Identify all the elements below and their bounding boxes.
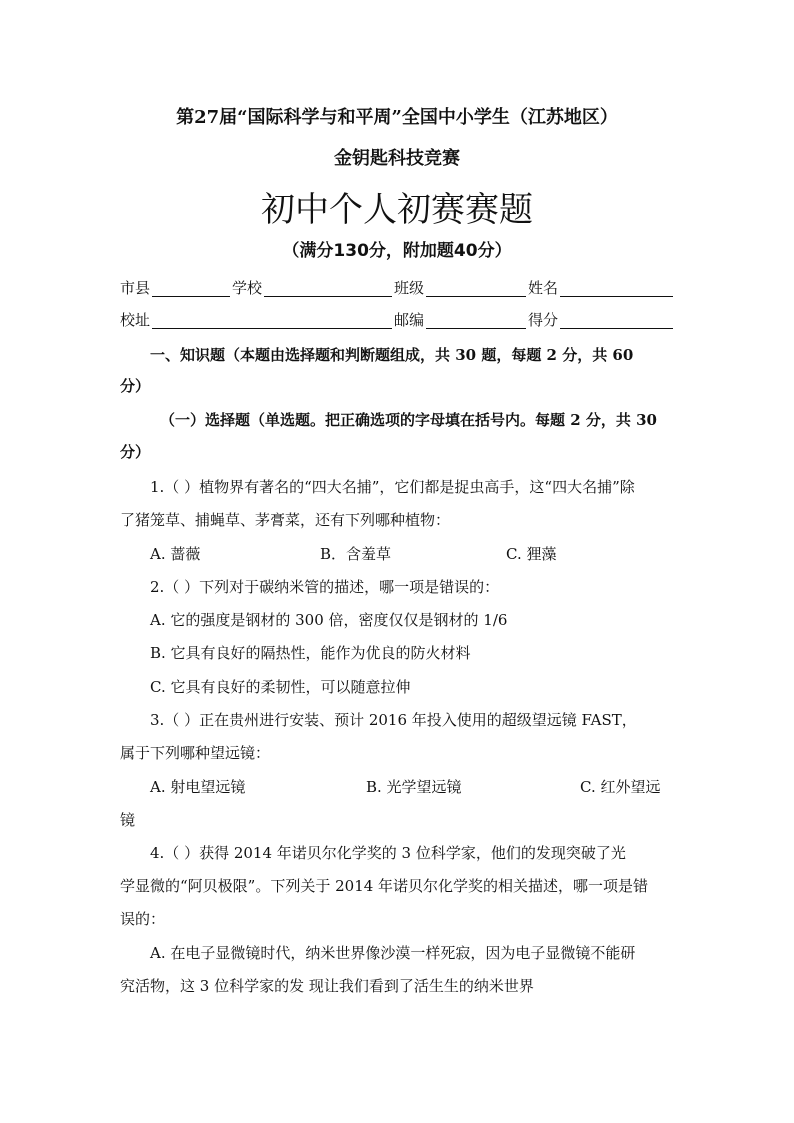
score-blank[interactable] xyxy=(560,328,673,329)
q1-option-a[interactable]: A. 蔷薇 xyxy=(150,545,201,563)
q3-option-c-wrap: 镜 xyxy=(120,811,136,829)
q1-option-b[interactable]: B．含羞草 xyxy=(320,545,392,563)
q2-option-c[interactable]: C. 它具有良好的柔韧性，可以随意拉伸 xyxy=(150,678,411,696)
school-label: 学校 xyxy=(232,279,263,297)
question-3-cont: 属于下列哪种望远镜： xyxy=(120,744,271,762)
question-4-cont-2: 误的： xyxy=(120,910,166,928)
score-note: （满分130分，附加题40分） xyxy=(282,241,512,261)
question-1-cont: 了猪笼草、捕蝇草、茅膏菜，还有下列哪种植物： xyxy=(120,511,451,529)
competition-subtitle: 金钥匙科技竞赛 xyxy=(334,148,460,169)
class-blank[interactable] xyxy=(426,296,526,297)
question-1: 1.（ ）植物界有著名的“四大名捕”，它们都是捉虫高手，这“四大名捕”除 xyxy=(150,478,635,496)
question-4-cont: 学显微的“阿贝极限”。下列关于 2014 年诺贝尔化学奖的相关描述，哪一项是错 xyxy=(120,877,649,895)
q3-option-c[interactable]: C. 红外望远 xyxy=(580,778,661,796)
county-blank[interactable] xyxy=(152,296,230,297)
section-heading-cont: 分） xyxy=(120,377,151,395)
address-blank[interactable] xyxy=(152,328,392,329)
name-blank[interactable] xyxy=(560,296,673,297)
address-label: 校址 xyxy=(120,311,151,329)
score-label: 得分 xyxy=(528,311,559,329)
postcode-blank[interactable] xyxy=(426,328,526,329)
q3-option-a[interactable]: A. 射电望远镜 xyxy=(150,778,246,796)
section-heading: 一、知识题（本题由选择题和判断题组成，共 30 题，每题 2 分，共 60 xyxy=(150,346,634,364)
competition-title: 第27届“国际科学与和平周”全国中小学生（江苏地区） xyxy=(176,107,618,128)
q3-option-b[interactable]: B. 光学望远镜 xyxy=(366,778,462,796)
subsection-heading: （一）选择题（单选题。把正确选项的字母填在括号内。每题 2 分，共 30 xyxy=(160,411,657,429)
q2-option-b[interactable]: B. 它具有良好的隔热性，能作为优良的防火材料 xyxy=(150,644,471,662)
q4-option-a-wrap: 究活物，这 3 位科学家的发 现让我们看到了活生生的纳米世界 xyxy=(120,977,534,995)
postcode-label: 邮编 xyxy=(394,311,425,329)
name-label: 姓名 xyxy=(528,279,559,297)
class-label: 班级 xyxy=(394,279,425,297)
q4-option-a[interactable]: A. 在电子显微镜时代，纳米世界像沙漠一样死寂，因为电子显微镜不能研 xyxy=(150,944,636,962)
q1-option-c[interactable]: C. 狸藻 xyxy=(506,545,557,563)
question-2: 2.（ ）下列对于碳纳米管的描述，哪一项是错误的： xyxy=(150,578,500,596)
subsection-heading-cont: 分） xyxy=(120,443,151,461)
county-label: 市县 xyxy=(120,279,151,297)
question-3: 3.（ ）正在贵州进行安装、预计 2016 年投入使用的超级望远镜 FAST， xyxy=(150,711,637,729)
q2-option-a[interactable]: A. 它的强度是钢材的 300 倍，密度仅仅是钢材的 1/6 xyxy=(150,611,508,629)
exam-title: 初中个人初赛赛题 xyxy=(261,190,533,230)
school-blank[interactable] xyxy=(264,296,392,297)
question-4: 4.（ ）获得 2014 年诺贝尔化学奖的 3 位科学家，他们的发现突破了光 xyxy=(150,844,626,862)
